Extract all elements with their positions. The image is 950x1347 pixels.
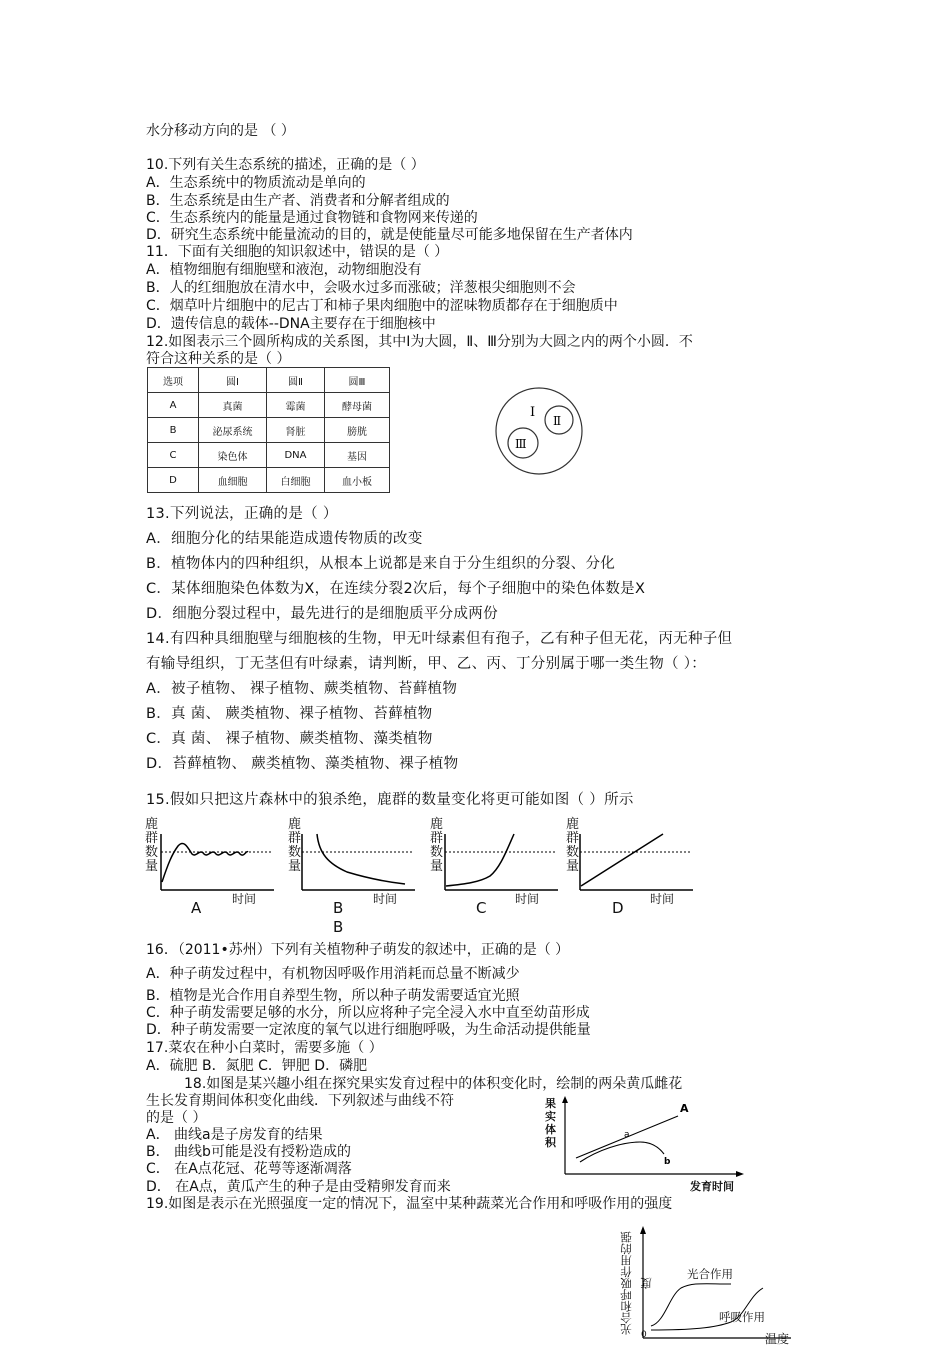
graph-ylabel: 鹿 群 数 量 — [430, 817, 444, 874]
table-cell: 酵母菌 — [325, 393, 390, 418]
option-line: C． 在A点花冠、花萼等逐渐凋落 — [146, 1161, 352, 1177]
option-line: C．真 菌、 裸子植物、蕨类植物、藻类植物 — [146, 731, 433, 747]
option-line: A．植物细胞有细胞壁和液泡，动物细胞没有 — [146, 262, 422, 278]
graph-label: D — [612, 899, 624, 917]
option-line: B．生态系统是由生产者、消费者和分解者组成的 — [146, 193, 450, 209]
table-cell: 血细胞 — [199, 468, 267, 493]
table-cell: 膀胱 — [325, 418, 390, 443]
circle-label-big: Ⅰ — [530, 405, 536, 420]
table-row — [148, 368, 390, 393]
option-line: C．烟草叶片细胞中的尼古丁和柿子果肉细胞中的涩味物质都存在于细胞质中 — [146, 298, 618, 314]
graph-label: C — [476, 899, 487, 917]
table-cell: 白细胞 — [267, 468, 325, 493]
table-header: 圆Ⅰ — [199, 368, 267, 393]
option-line: B．植物体内的四种组织，从根本上说都是来自于分生组织的分裂、分化 — [146, 556, 616, 572]
table-row — [148, 418, 390, 443]
graph-xlabel: 发育时间 — [690, 1180, 734, 1193]
graph-xlabel: 温度 — [765, 1332, 790, 1346]
question-14: 14.有四种具细胞壁与细胞核的生物，甲无叶绿素但有孢子，乙有种子但无花，丙无种子但 — [146, 631, 733, 647]
table-row — [148, 393, 390, 418]
graph-ylabel: 鹿 群 数 量 — [288, 817, 302, 874]
table-cell: 染色体 — [199, 443, 267, 468]
option-line: A．种子萌发过程中，有机物因呼吸作用消耗而总量不断减少 — [146, 966, 520, 982]
option-line: C．生态系统内的能量是通过食物链和食物网来传递的 — [146, 210, 478, 226]
question-19: 19.如图是表示在光照强度一定的情况下，温室中某种蔬菜光合作用和呼吸作用的强度 — [146, 1196, 673, 1212]
question-15: 15.假如只把这片森林中的狼杀绝，鹿群的数量变化将更可能如图（ ）所示 — [146, 792, 634, 808]
curve-label: b — [664, 1157, 671, 1167]
option-line: D．种子萌发需要一定浓度的氧气以进行细胞呼吸，为生命活动提供能量 — [146, 1022, 591, 1038]
table-cell: 肾脏 — [267, 418, 325, 443]
question-12-cont: 符合这种关系的是（ ） — [146, 351, 291, 367]
table-cell: D — [148, 468, 199, 493]
table-header: 圆Ⅲ — [325, 368, 390, 393]
graph-ylabel: 鹿 群 数 量 — [145, 817, 159, 874]
option-line: D． 在A点，黄瓜产生的种子是由受精卵发育而来 — [146, 1179, 451, 1195]
curve-label: 呼吸作用 — [719, 1310, 765, 1324]
table-row — [148, 468, 390, 493]
option-line: A．细胞分化的结果能造成遗传物质的改变 — [146, 531, 423, 547]
table-cell: 基因 — [325, 443, 390, 468]
table-cell: C — [148, 443, 199, 468]
question-12: 12.如图表示三个圆所构成的关系图，其中Ⅰ为大圆，Ⅱ、Ⅲ分别为大圆之内的两个小圆．不 — [146, 334, 693, 350]
option-line: D．遗传信息的载体--DNA主要存在于细胞核中 — [146, 316, 436, 332]
table-header: 选项 — [148, 368, 199, 393]
option-line: B． 曲线b可能是没有授粉造成的 — [146, 1144, 351, 1160]
table-cell: 真菌 — [199, 393, 267, 418]
option-line: A．硫肥 B．氮肥 C．钾肥 D．磷肥 — [146, 1058, 368, 1074]
graph-label: B — [333, 899, 344, 917]
graph-xlabel: 时间 — [650, 892, 675, 906]
option-line: A．生态系统中的物质流动是单向的 — [146, 175, 366, 191]
text-line: 水分移动方向的是 （ ） — [146, 123, 295, 139]
question-18-cont: 的是（ ） — [146, 1110, 207, 1126]
option-line: B．真 菌、 蕨类植物、裸子植物、苔藓植物 — [146, 706, 433, 722]
option-line: A．被子植物、 裸子植物、蕨类植物、苔藓植物 — [146, 681, 458, 697]
origin-label: 0 — [641, 1330, 647, 1340]
curve-label: 光合作用 — [687, 1267, 733, 1281]
graph-label: A — [191, 899, 202, 917]
option-line: C．种子萌发需要足够的水分，所以应将种子完全浸入水中直至幼苗形成 — [146, 1005, 590, 1021]
question-16: 16．（2011•苏州）下列有关植物种子萌发的叙述中，正确的是（ ） — [146, 942, 570, 958]
question-10: 10.下列有关生态系统的描述，正确的是（ ） — [146, 157, 425, 173]
question-14-cont: 有输导组织，丁无茎但有叶绿素，请判断，甲、乙、丙、丁分别属于哪一类生物（ ）： — [146, 656, 707, 672]
question-11: 11．下面有关细胞的知识叙述中，错误的是（ ） — [146, 244, 449, 260]
graph-label-extra: B — [333, 918, 344, 936]
graph-xlabel: 时间 — [515, 892, 540, 906]
option-line: D．苔藓植物、 蕨类植物、藻类植物、裸子植物 — [146, 756, 459, 772]
option-line: D．细胞分裂过程中，最先进行的是细胞质平分成两份 — [146, 606, 498, 622]
question-13: 13.下列说法，正确的是（ ） — [146, 506, 338, 522]
table-cell: 泌尿系统 — [199, 418, 267, 443]
table-header: 圆Ⅱ — [267, 368, 325, 393]
question-18-cont: 生长发育期间体积变化曲线．下列叙述与曲线不符 — [146, 1093, 454, 1109]
circle-label-small1: Ⅱ — [553, 414, 562, 428]
table-cell: B — [148, 418, 199, 443]
graph-xlabel: 时间 — [373, 892, 398, 906]
relation-table — [147, 367, 390, 493]
graph-ylabel: 光合和呼吸作用的强度 — [619, 1231, 653, 1335]
question-18: 18.如图是某兴趣小组在探究果实发育过程中的体积变化时，绘制的两朵黄瓜雌花 — [184, 1076, 683, 1092]
option-line: B．植物是光合作用自养型生物，所以种子萌发需要适宜光照 — [146, 988, 520, 1004]
circles-diagram — [494, 385, 584, 477]
graph-xlabel: 时间 — [232, 892, 257, 906]
option-line: A． 曲线a是子房发育的结果 — [146, 1127, 323, 1143]
table-row — [148, 443, 390, 468]
question-17: 17.菜农在种小白菜时，需要多施（ ） — [146, 1040, 383, 1056]
table-cell: 血小板 — [325, 468, 390, 493]
table-cell: 霉菌 — [267, 393, 325, 418]
circle-label-small2: Ⅲ — [515, 437, 527, 451]
graph-ylabel: 果 实 体 积 — [545, 1097, 556, 1149]
graph-ylabel: 鹿 群 数 量 — [566, 817, 580, 874]
table-cell: A — [148, 393, 199, 418]
option-line: D．研究生态系统中能量流动的目的，就是使能量尽可能多地保留在生产者体内 — [146, 227, 633, 243]
option-line: C．某体细胞染色体数为X，在连续分裂2次后，每个子细胞中的染色体数是X — [146, 581, 646, 597]
curve-label: a — [624, 1130, 630, 1140]
point-label: A — [680, 1102, 689, 1115]
option-line: B．人的红细胞放在清水中，会吸水过多而涨破；洋葱根尖细胞则不会 — [146, 280, 576, 296]
table-cell: DNA — [267, 443, 325, 468]
